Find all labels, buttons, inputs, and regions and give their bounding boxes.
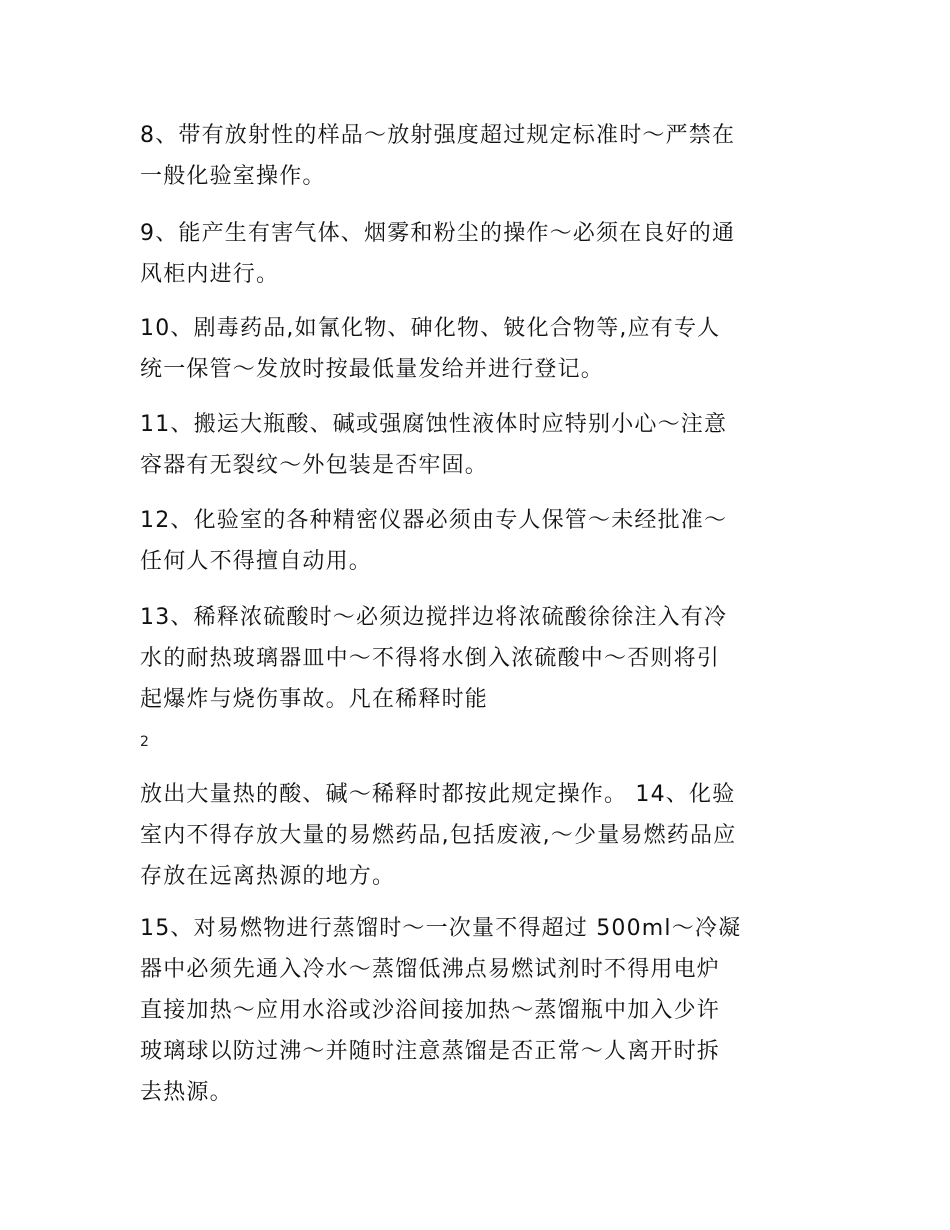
paragraph-rule-8 [140, 115, 812, 197]
text-line: 一般化验室操作。 [140, 164, 326, 189]
paragraph-rule-9 [140, 213, 812, 295]
text-line: 存放在远离热源的地方。 [140, 864, 396, 889]
page-number: 2 [140, 734, 149, 750]
text-line: 13、稀释浓硫酸时～必须边搅拌边将浓硫酸徐徐注入有冷 [140, 605, 728, 630]
paragraph-rule-15 [140, 908, 812, 1113]
paragraph-rule-11 [140, 404, 812, 486]
text-line: 任何人不得擅自动用。 [140, 549, 373, 574]
text-line: 直接加热～应用水浴或沙浴间接加热～蒸馏瓶中加入少许 [140, 998, 721, 1023]
text-line: 15、对易燃物进行蒸馏时～一次量不得超过 500ml～冷凝 [140, 916, 742, 941]
text-line: 去热源。 [140, 1080, 233, 1105]
text-line: 器中必须先通入冷水～蒸馏低沸点易燃试剂时不得用电炉 [140, 957, 721, 982]
text-line: 水的耐热玻璃器皿中～不得将水倒入浓硫酸中～否则将引 [140, 646, 721, 671]
text-line: 12、化验室的各种精密仪器必须由专人保管～未经批准～ [140, 508, 728, 533]
paragraph-rule-13 [140, 597, 812, 720]
text-line: 玻璃球以防过沸～并随时注意蒸馏是否正常～人离开时拆 [140, 1039, 721, 1064]
text-line: 起爆炸与烧伤事故。凡在稀释时能 [140, 687, 489, 712]
text-line: 室内不得存放大量的易燃药品,包括废液,～少量易燃药品应 [140, 823, 737, 848]
text-line: 统一保管～发放时按最低量发给并进行登记。 [140, 357, 605, 382]
text-line: 放出大量热的酸、碱～稀释时都按此规定操作。 14、化验 [140, 782, 736, 807]
paragraph-rule-12 [140, 500, 812, 582]
text-line: 容器有无裂纹～外包装是否牢固。 [140, 453, 489, 478]
text-line: 11、搬运大瓶酸、碱或强腐蚀性液体时应特别小心～注意 [140, 412, 728, 437]
paragraph-rule-10 [140, 308, 812, 390]
text-line: 8、带有放射性的样品～放射强度超过规定标准时～严禁在 [140, 123, 736, 148]
text-line: 风柜内进行。 [140, 262, 280, 287]
text-line: 10、剧毒药品,如氰化物、砷化物、铍化合物等,应有专人 [140, 316, 721, 341]
paragraph-rule-14 [140, 774, 812, 897]
text-line: 9、能产生有害气体、烟雾和粉尘的操作～必须在良好的通 [140, 221, 736, 246]
